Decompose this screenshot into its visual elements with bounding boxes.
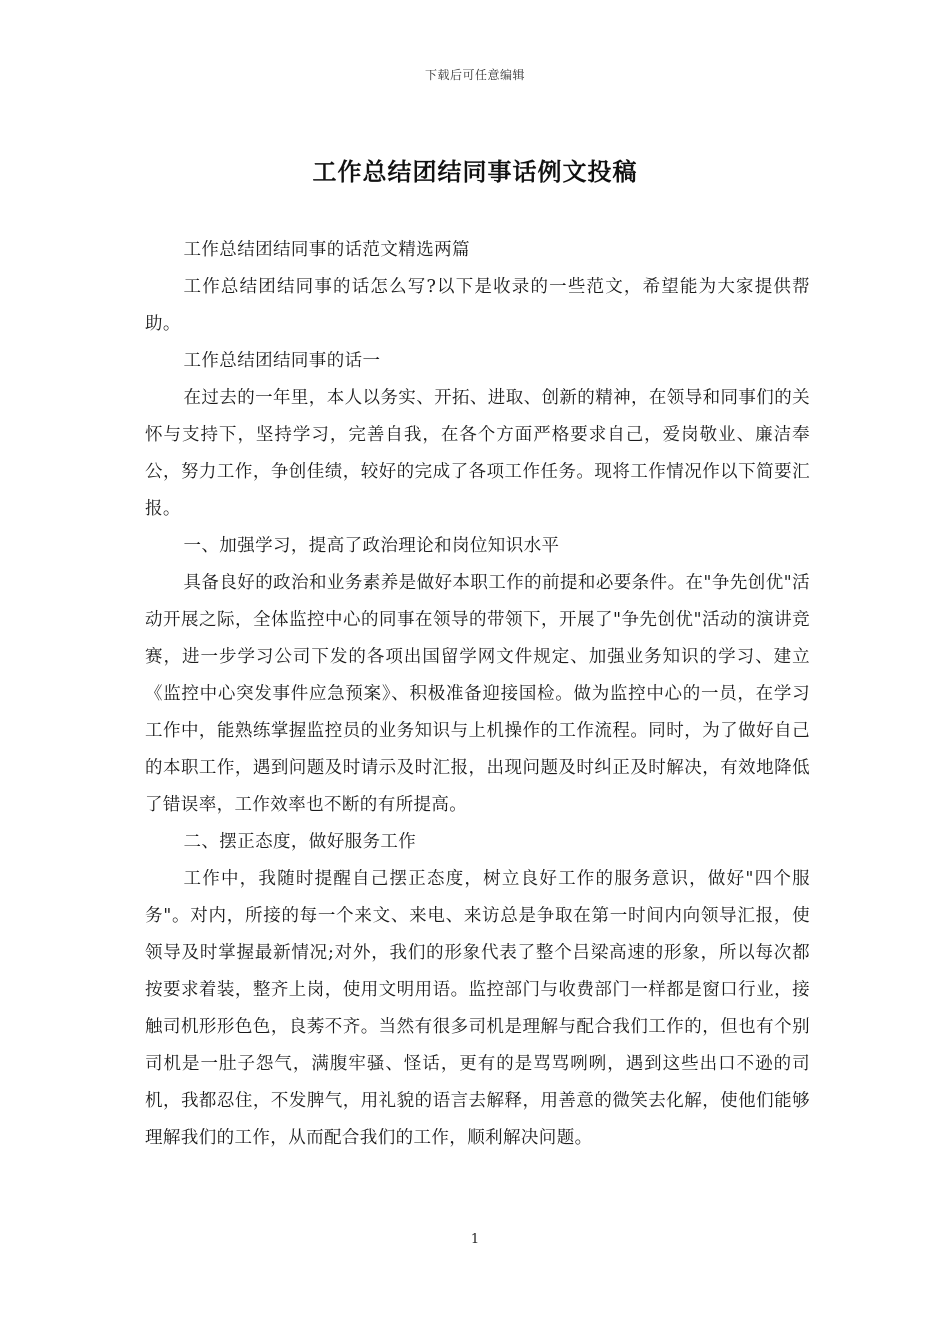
document-body bbox=[145, 232, 810, 1157]
page-number: 1 bbox=[470, 1232, 480, 1247]
paragraph-intro: 工作总结团结同事的话怎么写?以下是收录的一些范文，希望能为大家提供帮助。 bbox=[145, 277, 810, 334]
paragraph-service: 工作中，我随时提醒自己摆正态度，树立良好工作的服务意识，做好"四个服务"。对内，所接的每一个来文、来电、来访总是争取在第一时间内向领导汇报，使领导及时掌握最新情况;对外，我们的形象代表了整个吕梁高速的形象，所以每次都按要求着装，整齐上岗，使用文明用语。监控部门与收费部门一样都是窗口行业，接触司机形形色色，良莠不齐。当然有很多司机是理解与配合我们工作的，但也有个别司机是一肚子怨气，满腹牢骚、怪话，更有的是骂骂咧咧，遇到这些出口不逊的司机，我都忍住，不发脾气，用礼貌的语言去解释，用善意的微笑去化解，使他们能够理解我们的工作，从而配合我们的工作，顺利解决问题。 bbox=[145, 869, 810, 1148]
document-title: 工作总结团结同事话例文投稿 bbox=[312, 157, 638, 186]
section-heading-study: 一、加强学习，提高了政治理论和岗位知识水平 bbox=[183, 536, 560, 556]
section-heading-one: 工作总结团结同事的话一 bbox=[183, 351, 381, 371]
paragraph-subtitle: 工作总结团结同事的话范文精选两篇 bbox=[183, 240, 470, 260]
paragraph-study: 具备良好的政治和业务素养是做好本职工作的前提和必要条件。在"争先创优"活动开展之际，全体监控中心的同事在领导的带领下，开展了"争先创优"活动的演讲竞赛，进一步学习公司下发的各项出国留学网文件规定、加强业务知识的学习、建立《监控中心突发事件应急预案》、积极准备迎接国检。做为监控中心的一员，在学习工作中，能熟练掌握监控员的业务知识与上机操作的工作流程。同时，为了做好自己的本职工作，遇到问题及时请示及时汇报，出现问题及时纠正及时解决，有效地降低了错误率，工作效率也不断的有所提高。 bbox=[145, 573, 810, 815]
page-header: 下载后可任意编辑 bbox=[424, 68, 525, 82]
paragraph-overview: 在过去的一年里，本人以务实、开拓、进取、创新的精神，在领导和同事们的关怀与支持下，坚持学习，完善自我，在各个方面严格要求自己，爱岗敬业、廉洁奉公，努力工作，争创佳绩，较好的完成了各项工作任务。现将工作情况作以下简要汇报。 bbox=[145, 388, 810, 519]
section-heading-service: 二、摆正态度，做好服务工作 bbox=[183, 832, 417, 852]
